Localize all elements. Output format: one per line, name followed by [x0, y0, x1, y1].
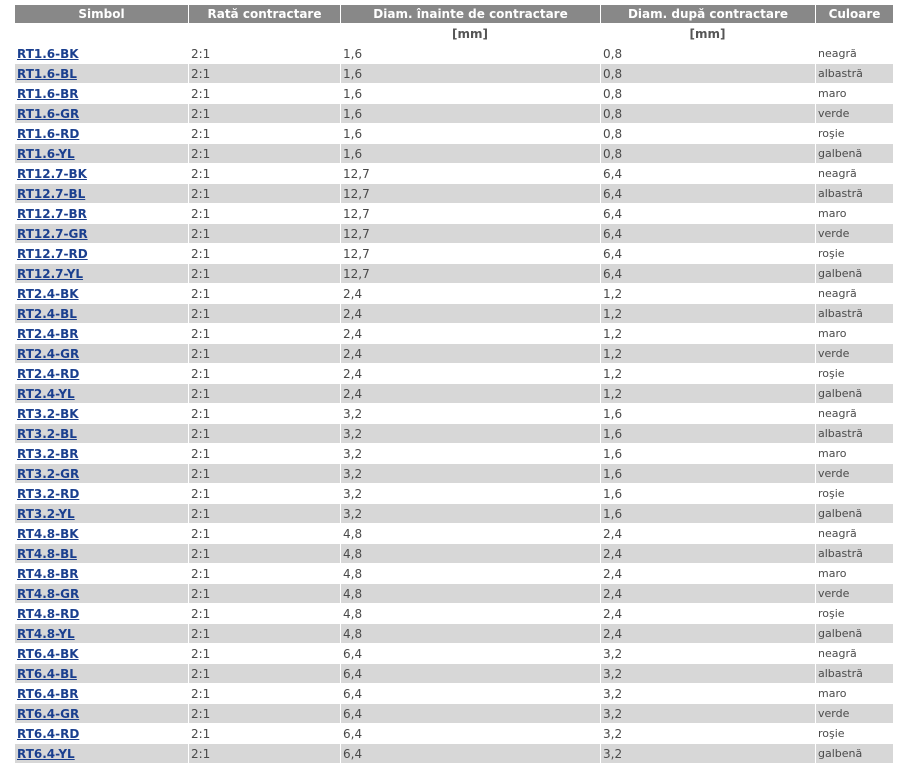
cell-diam-dupa: 2,4 — [601, 544, 815, 563]
cell-simbol — [15, 624, 188, 643]
cell-culoare: galbenă — [816, 624, 893, 643]
cell-rata: 2:1 — [189, 524, 340, 543]
cell-simbol — [15, 144, 188, 163]
cell-rata: 2:1 — [189, 344, 340, 363]
cell-simbol — [15, 304, 188, 323]
cell-simbol — [15, 564, 188, 583]
cell-simbol — [15, 524, 188, 543]
header-rata-contractare: Rată contractare — [189, 5, 340, 23]
cell-simbol — [15, 224, 188, 243]
cell-simbol — [15, 204, 188, 223]
cell-diam-dupa: 0,8 — [601, 124, 815, 143]
table-row — [15, 624, 893, 643]
cell-rata: 2:1 — [189, 264, 340, 283]
cell-diam-dupa: 1,6 — [601, 484, 815, 503]
cell-diam-inainte: 6,4 — [341, 744, 600, 763]
cell-culoare: galbenă — [816, 384, 893, 403]
unit-diam-inainte: [mm] — [341, 24, 600, 43]
cell-diam-dupa: 2,4 — [601, 584, 815, 603]
cell-rata: 2:1 — [189, 704, 340, 723]
cell-diam-inainte: 1,6 — [341, 44, 600, 63]
cell-culoare: galbenă — [816, 144, 893, 163]
cell-rata: 2:1 — [189, 744, 340, 763]
cell-simbol — [15, 404, 188, 423]
cell-simbol — [15, 184, 188, 203]
cell-culoare: neagră — [816, 644, 893, 663]
table-row — [15, 244, 893, 263]
product-link[interactable]: RT6.4-YL — [17, 746, 75, 761]
cell-rata: 2:1 — [189, 384, 340, 403]
product-link[interactable]: RT12.7-BK — [17, 166, 87, 181]
cell-culoare: maro — [816, 564, 893, 583]
cell-culoare: verde — [816, 584, 893, 603]
product-link[interactable]: RT12.7-RD — [17, 246, 88, 261]
cell-simbol — [15, 324, 188, 343]
table-row — [15, 84, 893, 103]
cell-diam-dupa: 0,8 — [601, 84, 815, 103]
table-row — [15, 404, 893, 423]
product-link[interactable]: RT6.4-BR — [17, 686, 79, 701]
cell-diam-dupa: 1,2 — [601, 364, 815, 383]
cell-rata: 2:1 — [189, 364, 340, 383]
cell-rata: 2:1 — [189, 64, 340, 83]
cell-rata: 2:1 — [189, 604, 340, 623]
cell-simbol — [15, 504, 188, 523]
cell-diam-inainte: 12,7 — [341, 204, 600, 223]
table-row — [15, 564, 893, 583]
cell-culoare: roşie — [816, 364, 893, 383]
cell-simbol — [15, 384, 188, 403]
table-row — [15, 124, 893, 143]
cell-diam-dupa: 1,6 — [601, 404, 815, 423]
cell-diam-inainte: 2,4 — [341, 284, 600, 303]
table-row — [15, 464, 893, 483]
cell-culoare: albastră — [816, 184, 893, 203]
cell-rata: 2:1 — [189, 444, 340, 463]
cell-rata: 2:1 — [189, 244, 340, 263]
cell-diam-inainte: 4,8 — [341, 584, 600, 603]
cell-culoare: albastră — [816, 304, 893, 323]
cell-diam-dupa: 3,2 — [601, 744, 815, 763]
table-header — [15, 5, 893, 43]
cell-diam-inainte: 12,7 — [341, 264, 600, 283]
table-row — [15, 184, 893, 203]
product-link[interactable]: RT4.8-BK — [17, 526, 79, 541]
cell-rata: 2:1 — [189, 304, 340, 323]
product-link[interactable]: RT12.7-YL — [17, 266, 84, 281]
cell-rata: 2:1 — [189, 124, 340, 143]
cell-simbol — [15, 704, 188, 723]
cell-rata: 2:1 — [189, 644, 340, 663]
cell-simbol — [15, 664, 188, 683]
cell-diam-inainte: 6,4 — [341, 664, 600, 683]
unit-simbol — [15, 24, 188, 43]
cell-diam-dupa: 2,4 — [601, 524, 815, 543]
cell-diam-dupa: 3,2 — [601, 704, 815, 723]
cell-diam-inainte: 1,6 — [341, 84, 600, 103]
cell-diam-dupa: 2,4 — [601, 624, 815, 643]
cell-culoare: maro — [816, 204, 893, 223]
cell-diam-dupa: 6,4 — [601, 164, 815, 183]
cell-diam-inainte: 1,6 — [341, 144, 600, 163]
cell-diam-inainte: 2,4 — [341, 364, 600, 383]
product-link[interactable]: RT4.8-YL — [17, 626, 75, 641]
table-row — [15, 104, 893, 123]
product-link[interactable]: RT3.2-RD — [17, 486, 80, 501]
cell-culoare: roşie — [816, 124, 893, 143]
cell-diam-inainte: 4,8 — [341, 624, 600, 643]
cell-diam-dupa: 1,2 — [601, 304, 815, 323]
cell-rata: 2:1 — [189, 84, 340, 103]
cell-diam-inainte: 3,2 — [341, 504, 600, 523]
cell-rata: 2:1 — [189, 204, 340, 223]
cell-diam-inainte: 1,6 — [341, 124, 600, 143]
cell-simbol — [15, 344, 188, 363]
cell-rata: 2:1 — [189, 224, 340, 243]
cell-diam-dupa: 6,4 — [601, 184, 815, 203]
cell-culoare: albastră — [816, 64, 893, 83]
product-link[interactable]: RT6.4-BK — [17, 646, 79, 661]
unit-rata — [189, 24, 340, 43]
product-link[interactable]: RT2.4-BL — [17, 306, 77, 321]
product-link[interactable]: RT1.6-BR — [17, 86, 79, 101]
product-link[interactable]: RT6.4-BL — [17, 666, 77, 681]
header-diam-inainte: Diam. înainte de contractare — [341, 5, 600, 23]
cell-diam-inainte: 1,6 — [341, 104, 600, 123]
cell-rata: 2:1 — [189, 424, 340, 443]
product-link[interactable]: RT12.7-BR — [17, 206, 87, 221]
cell-rata: 2:1 — [189, 184, 340, 203]
cell-simbol — [15, 464, 188, 483]
cell-culoare: maro — [816, 444, 893, 463]
cell-diam-inainte: 2,4 — [341, 324, 600, 343]
product-link[interactable]: RT2.4-BR — [17, 326, 79, 341]
cell-rata: 2:1 — [189, 164, 340, 183]
table-row — [15, 164, 893, 183]
product-link[interactable]: RT3.2-BL — [17, 426, 77, 441]
cell-simbol — [15, 424, 188, 443]
cell-diam-dupa: 6,4 — [601, 244, 815, 263]
cell-culoare: roşie — [816, 244, 893, 263]
cell-diam-inainte: 3,2 — [341, 404, 600, 423]
cell-rata: 2:1 — [189, 724, 340, 743]
units-row — [15, 24, 893, 43]
cell-culoare: albastră — [816, 424, 893, 443]
cell-simbol — [15, 364, 188, 383]
unit-diam-dupa: [mm] — [601, 24, 815, 43]
cell-diam-inainte: 6,4 — [341, 684, 600, 703]
cell-rata: 2:1 — [189, 484, 340, 503]
cell-diam-dupa: 6,4 — [601, 264, 815, 283]
cell-diam-inainte: 12,7 — [341, 184, 600, 203]
cell-simbol — [15, 44, 188, 63]
cell-diam-dupa: 2,4 — [601, 564, 815, 583]
cell-culoare: verde — [816, 344, 893, 363]
cell-diam-dupa: 6,4 — [601, 204, 815, 223]
table-row — [15, 364, 893, 383]
product-link[interactable]: RT12.7-GR — [17, 226, 88, 241]
table-row — [15, 64, 893, 83]
cell-diam-dupa: 1,6 — [601, 424, 815, 443]
product-link[interactable]: RT1.6-BK — [17, 46, 79, 61]
cell-diam-dupa: 1,2 — [601, 384, 815, 403]
cell-simbol — [15, 684, 188, 703]
cell-diam-inainte: 2,4 — [341, 384, 600, 403]
cell-diam-inainte: 12,7 — [341, 244, 600, 263]
product-link[interactable]: RT2.4-RD — [17, 366, 80, 381]
table-row — [15, 744, 893, 763]
cell-simbol — [15, 264, 188, 283]
cell-rata: 2:1 — [189, 404, 340, 423]
cell-diam-inainte: 3,2 — [341, 444, 600, 463]
table-row — [15, 304, 893, 323]
cell-simbol — [15, 604, 188, 623]
product-link[interactable]: RT3.2-BR — [17, 446, 79, 461]
cell-diam-inainte: 3,2 — [341, 464, 600, 483]
header-simbol: Simbol — [15, 5, 188, 23]
cell-culoare: albastră — [816, 664, 893, 683]
cell-culoare: maro — [816, 324, 893, 343]
cell-diam-inainte: 4,8 — [341, 524, 600, 543]
cell-culoare: verde — [816, 704, 893, 723]
table-row — [15, 544, 893, 563]
cell-diam-dupa: 1,2 — [601, 284, 815, 303]
cell-diam-dupa: 6,4 — [601, 224, 815, 243]
cell-diam-inainte: 12,7 — [341, 224, 600, 243]
cell-culoare: verde — [816, 224, 893, 243]
table-row — [15, 204, 893, 223]
cell-diam-dupa: 1,6 — [601, 464, 815, 483]
product-link[interactable]: RT6.4-RD — [17, 726, 80, 741]
product-link[interactable]: RT2.4-BK — [17, 286, 79, 301]
product-link[interactable]: RT4.8-GR — [17, 586, 80, 601]
table-row — [15, 444, 893, 463]
header-culoare: Culoare — [816, 5, 893, 23]
cell-rata: 2:1 — [189, 44, 340, 63]
cell-diam-dupa: 1,6 — [601, 444, 815, 463]
cell-diam-inainte: 12,7 — [341, 164, 600, 183]
table-row — [15, 224, 893, 243]
product-link[interactable]: RT4.8-BR — [17, 566, 79, 581]
cell-rata: 2:1 — [189, 664, 340, 683]
table-row — [15, 384, 893, 403]
cell-simbol — [15, 724, 188, 743]
cell-simbol — [15, 584, 188, 603]
table-row — [15, 524, 893, 543]
cell-culoare: verde — [816, 464, 893, 483]
cell-diam-inainte: 2,4 — [341, 344, 600, 363]
product-link[interactable]: RT4.8-BL — [17, 546, 77, 561]
cell-diam-dupa: 1,6 — [601, 504, 815, 523]
cell-culoare: neagră — [816, 164, 893, 183]
cell-rata: 2:1 — [189, 144, 340, 163]
product-link[interactable]: RT6.4-GR — [17, 706, 80, 721]
table-row — [15, 284, 893, 303]
cell-diam-inainte: 1,6 — [341, 64, 600, 83]
cell-diam-dupa: 0,8 — [601, 144, 815, 163]
cell-rata: 2:1 — [189, 104, 340, 123]
cell-diam-inainte: 4,8 — [341, 544, 600, 563]
table-row — [15, 484, 893, 503]
product-link[interactable]: RT1.6-YL — [17, 146, 75, 161]
cell-diam-inainte: 4,8 — [341, 564, 600, 583]
cell-diam-inainte: 4,8 — [341, 604, 600, 623]
cell-simbol — [15, 244, 188, 263]
cell-culoare: maro — [816, 84, 893, 103]
table-row — [15, 704, 893, 723]
cell-diam-inainte: 6,4 — [341, 704, 600, 723]
table-row — [15, 604, 893, 623]
cell-simbol — [15, 284, 188, 303]
product-link[interactable]: RT1.6-RD — [17, 126, 80, 141]
table-body — [15, 44, 893, 763]
cell-culoare: neagră — [816, 524, 893, 543]
cell-culoare: albastră — [816, 544, 893, 563]
table-row — [15, 724, 893, 743]
cell-culoare: roşie — [816, 604, 893, 623]
cell-rata: 2:1 — [189, 564, 340, 583]
header-diam-dupa: Diam. după contractare — [601, 5, 815, 23]
cell-culoare: neagră — [816, 44, 893, 63]
cell-diam-dupa: 2,4 — [601, 604, 815, 623]
cell-diam-dupa: 3,2 — [601, 664, 815, 683]
table-row — [15, 264, 893, 283]
table-row — [15, 324, 893, 343]
cell-simbol — [15, 124, 188, 143]
cell-simbol — [15, 484, 188, 503]
cell-diam-dupa: 0,8 — [601, 44, 815, 63]
cell-rata: 2:1 — [189, 584, 340, 603]
cell-diam-inainte: 3,2 — [341, 484, 600, 503]
header-row — [15, 5, 893, 23]
cell-culoare: neagră — [816, 404, 893, 423]
cell-simbol — [15, 644, 188, 663]
cell-diam-dupa: 3,2 — [601, 684, 815, 703]
table-row — [15, 684, 893, 703]
product-link[interactable]: RT1.6-BL — [17, 66, 77, 81]
cell-diam-inainte: 6,4 — [341, 644, 600, 663]
product-link[interactable]: RT1.6-GR — [17, 106, 80, 121]
cell-culoare: roşie — [816, 484, 893, 503]
cell-culoare: verde — [816, 104, 893, 123]
unit-culoare — [816, 24, 893, 43]
cell-rata: 2:1 — [189, 544, 340, 563]
cell-rata: 2:1 — [189, 464, 340, 483]
cell-simbol — [15, 444, 188, 463]
cell-rata: 2:1 — [189, 284, 340, 303]
cell-simbol — [15, 104, 188, 123]
cell-simbol — [15, 164, 188, 183]
cell-diam-dupa: 1,2 — [601, 324, 815, 343]
cell-rata: 2:1 — [189, 504, 340, 523]
cell-diam-inainte: 2,4 — [341, 304, 600, 323]
product-table — [14, 4, 894, 764]
product-link[interactable]: RT4.8-RD — [17, 606, 80, 621]
cell-diam-inainte: 6,4 — [341, 724, 600, 743]
product-link[interactable]: RT12.7-BL — [17, 186, 86, 201]
cell-culoare: galbenă — [816, 744, 893, 763]
table-row — [15, 504, 893, 523]
cell-diam-dupa: 3,2 — [601, 644, 815, 663]
product-link[interactable]: RT3.2-BK — [17, 406, 79, 421]
cell-culoare: galbenă — [816, 264, 893, 283]
table-row — [15, 664, 893, 683]
cell-simbol — [15, 64, 188, 83]
product-link[interactable]: RT2.4-GR — [17, 346, 80, 361]
table-row — [15, 424, 893, 443]
cell-diam-dupa: 0,8 — [601, 104, 815, 123]
cell-simbol — [15, 544, 188, 563]
cell-culoare: neagră — [816, 284, 893, 303]
table-row — [15, 584, 893, 603]
table-row — [15, 644, 893, 663]
cell-rata: 2:1 — [189, 624, 340, 643]
cell-culoare: galbenă — [816, 504, 893, 523]
table-row — [15, 344, 893, 363]
product-table-container — [14, 4, 894, 764]
product-link[interactable]: RT3.2-GR — [17, 466, 80, 481]
cell-rata: 2:1 — [189, 324, 340, 343]
product-link[interactable]: RT2.4-YL — [17, 386, 75, 401]
cell-simbol — [15, 744, 188, 763]
cell-culoare: maro — [816, 684, 893, 703]
cell-diam-dupa: 1,2 — [601, 344, 815, 363]
cell-diam-inainte: 3,2 — [341, 424, 600, 443]
table-row — [15, 144, 893, 163]
product-link[interactable]: RT3.2-YL — [17, 506, 75, 521]
cell-simbol — [15, 84, 188, 103]
cell-diam-dupa: 3,2 — [601, 724, 815, 743]
cell-diam-dupa: 0,8 — [601, 64, 815, 83]
cell-culoare: roşie — [816, 724, 893, 743]
cell-rata: 2:1 — [189, 684, 340, 703]
table-row — [15, 44, 893, 63]
